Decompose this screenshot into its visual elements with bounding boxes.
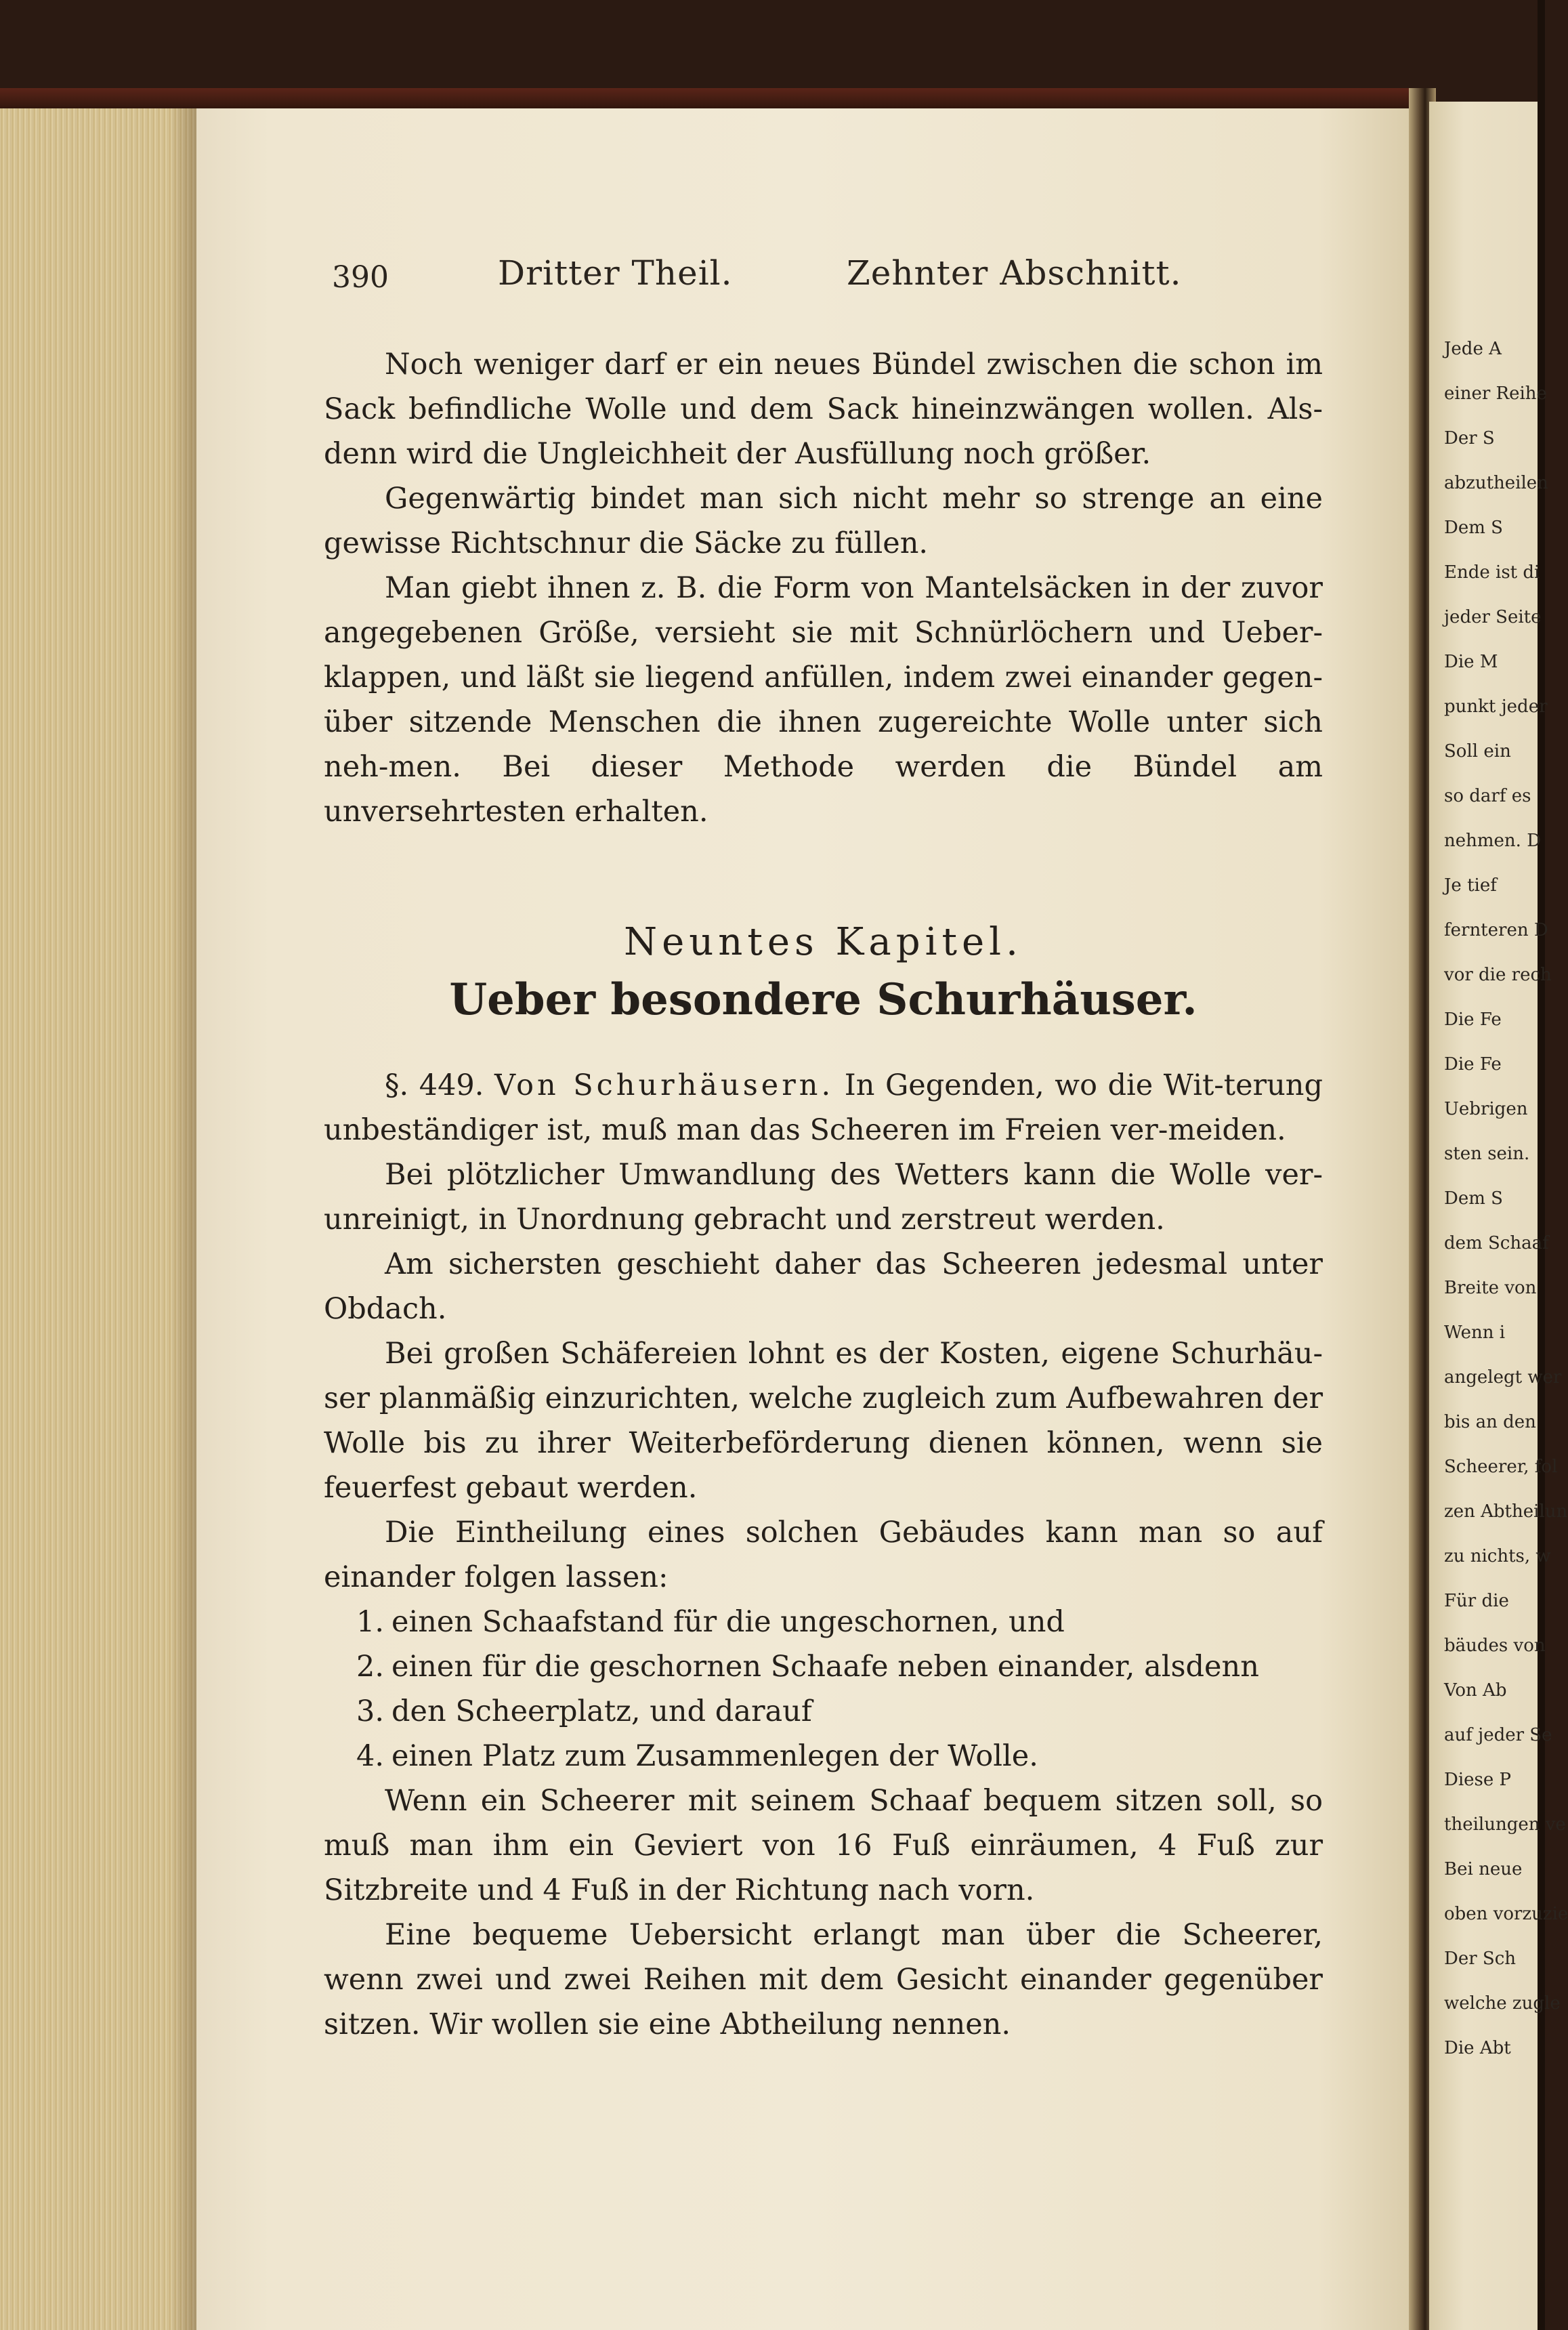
facing-page-fragment: Soll ein — [1444, 741, 1511, 762]
list-text: einen Platz zum Zusammenlegen der Wolle. — [391, 1739, 1038, 1773]
facing-page-fragment: Dem S — [1444, 518, 1503, 538]
facing-page-fragment: vor die rech — [1444, 965, 1552, 985]
list-number: 1. — [356, 1605, 385, 1639]
list-item — [324, 1734, 1323, 1778]
facing-page-fragment: dem Schaaf — [1444, 1233, 1549, 1253]
facing-page-fragment: Von Ab — [1444, 1680, 1507, 1701]
facing-page-fragment: Bei neue — [1444, 1859, 1523, 1879]
paragraph: Noch weniger darf er ein neues Bündel zwischen die schon im Sack befindliche Wolle und dem Sack hineinzwängen wollen. Als-denn wird die Ungleichheit der Ausfüllung noch größer. — [324, 348, 1323, 471]
facing-page-fragment: abzutheilen — [1444, 473, 1548, 493]
facing-page-fragment: Der S — [1444, 428, 1495, 449]
page-number: 390 — [332, 260, 389, 295]
book-page-edges — [0, 108, 196, 2330]
facing-page-fragment: Der Sch — [1444, 1949, 1517, 1969]
page-body — [324, 342, 1323, 2047]
facing-page-fragment: zen Abtheilun — [1444, 1501, 1568, 1522]
spacer — [324, 834, 1323, 915]
facing-page-fragment: bäudes von — [1444, 1636, 1546, 1656]
paragraph: Die Eintheilung eines solchen Gebäudes kann man so auf einander folgen lassen: — [324, 1516, 1323, 1594]
facing-page-fragment: Die Abt — [1444, 2038, 1511, 2058]
running-header — [332, 251, 1334, 305]
facing-page-fragment: auf jeder Se — [1444, 1725, 1552, 1745]
paragraph: Am sichersten geschieht daher das Scheeren jedesmal unter Obdach. — [324, 1247, 1323, 1326]
facing-page-fragment: Jede A — [1444, 339, 1502, 359]
paragraph: Eine bequeme Uebersicht erlangt man über die Scheerer, wenn zwei und zwei Reihen mit dem Gesicht einander gegenüber sitzen. Wir wollen sie eine Abtheilung nennen. — [324, 1918, 1323, 2041]
chapter-title: Ueber besondere Schurhäuser. — [449, 974, 1198, 1025]
facing-page-fragment: bis an den — [1444, 1412, 1536, 1432]
facing-page-fragment: Wenn i — [1444, 1323, 1506, 1343]
facing-page-fragment: Breite von — [1444, 1278, 1537, 1298]
facing-page-fragment: Die Fe — [1444, 1010, 1502, 1030]
facing-page-fragment: zu nichts, w — [1444, 1546, 1551, 1566]
facing-page-fragment: Für die — [1444, 1591, 1509, 1611]
facing-page-fragment: Die Fe — [1444, 1054, 1502, 1075]
paragraph: Wenn ein Scheerer mit seinem Schaaf bequem sitzen soll, so muß man ihm ein Geviert von 16 Fuß einräumen, 4 Fuß zur Sitzbreite und 4 Fuß in der Richtung nach vorn. — [324, 1784, 1323, 1907]
section-text: In Gegenden, wo die Wit-terung unbeständiger ist, muß man das Scheeren im Freien ver-meiden. — [324, 1068, 1323, 1147]
list-item — [324, 1689, 1323, 1734]
list-text: einen für die geschornen Schaafe neben einander, alsdenn — [391, 1650, 1259, 1684]
facing-page-fragment: nehmen. D — [1444, 831, 1542, 851]
facing-page-fragment: welche zugle — [1444, 1993, 1561, 2014]
section-heading: Von Schurhäusern. — [494, 1068, 834, 1102]
list-text: einen Schaafstand für die ungeschornen, und — [391, 1605, 1065, 1639]
facing-page-fragment: theilungen ve — [1444, 1814, 1566, 1835]
facing-page-fragment: Scheerer, fol — [1444, 1457, 1558, 1477]
paragraph: Bei großen Schäfereien lohnt es der Kosten, eigene Schurhäu-ser planmäßig einzurichten, welche zugleich zum Aufbewahren der Wolle bis zu ihrer Weiterbeförderung dienen können, wenn sie feuerfest gebaut werden. — [324, 1337, 1323, 1505]
facing-page-fragment: Die M — [1444, 652, 1498, 672]
list-number: 2. — [356, 1650, 385, 1684]
facing-page-fragment: fernteren D — [1444, 920, 1548, 940]
header-part: Dritter Theil. — [498, 253, 733, 293]
list-number: 4. — [356, 1739, 385, 1773]
paragraph: Bei plötzlicher Umwandlung des Wetters kann die Wolle ver-unreinigt, in Unordnung gebracht und zerstreut werden. — [324, 1158, 1323, 1236]
facing-page-fragment: Uebrigen — [1444, 1099, 1528, 1119]
paragraph: Man giebt ihnen z. B. die Form von Mantelsäcken in der zuvor angegebenen Größe, versieht sie mit Schnürlöchern und Ueber-klappen, und läßt sie liegend anfüllen, indem zwei einander gegen-über sitzende Menschen die ihnen zugereichte Wolle unter sich neh-men. Bei dieser Methode werden die Bündel am unversehrtesten erhalten. — [324, 571, 1323, 829]
facing-page-fragment: punkt jeder — [1444, 696, 1548, 717]
list-item — [324, 1600, 1323, 1644]
header-section: Zehnter Abschnitt. — [847, 253, 1182, 293]
facing-page-fragment: sten sein. — [1444, 1144, 1530, 1164]
facing-page-fragment: jeder Seite — [1444, 607, 1542, 627]
list-item — [324, 1644, 1323, 1689]
room-list — [324, 1600, 1323, 1778]
facing-page-fragment: einer Reihe — [1444, 383, 1547, 404]
facing-page-fragment: so darf es — [1444, 786, 1531, 806]
section-paragraph — [324, 1063, 1323, 1152]
facing-page-fragment: Je tief — [1444, 875, 1497, 896]
facing-page-fragment: oben vorzuzie — [1444, 1904, 1568, 1924]
facing-page-fragment: angelegt wer — [1444, 1367, 1562, 1388]
list-number: 3. — [356, 1694, 385, 1728]
chapter-number: Neuntes Kapitel. — [624, 920, 1023, 964]
facing-page-fragment: Dem S — [1444, 1188, 1503, 1209]
paragraph: Gegenwärtig bindet man sich nicht mehr so strenge an eine gewisse Richtschnur die Säcke zu füllen. — [324, 482, 1323, 560]
list-text: den Scheerplatz, und darauf — [391, 1694, 812, 1728]
section-number: §. 449. — [385, 1068, 484, 1102]
facing-page-fragment: Ende ist di — [1444, 562, 1540, 583]
facing-page-fragment: Diese P — [1444, 1770, 1512, 1790]
